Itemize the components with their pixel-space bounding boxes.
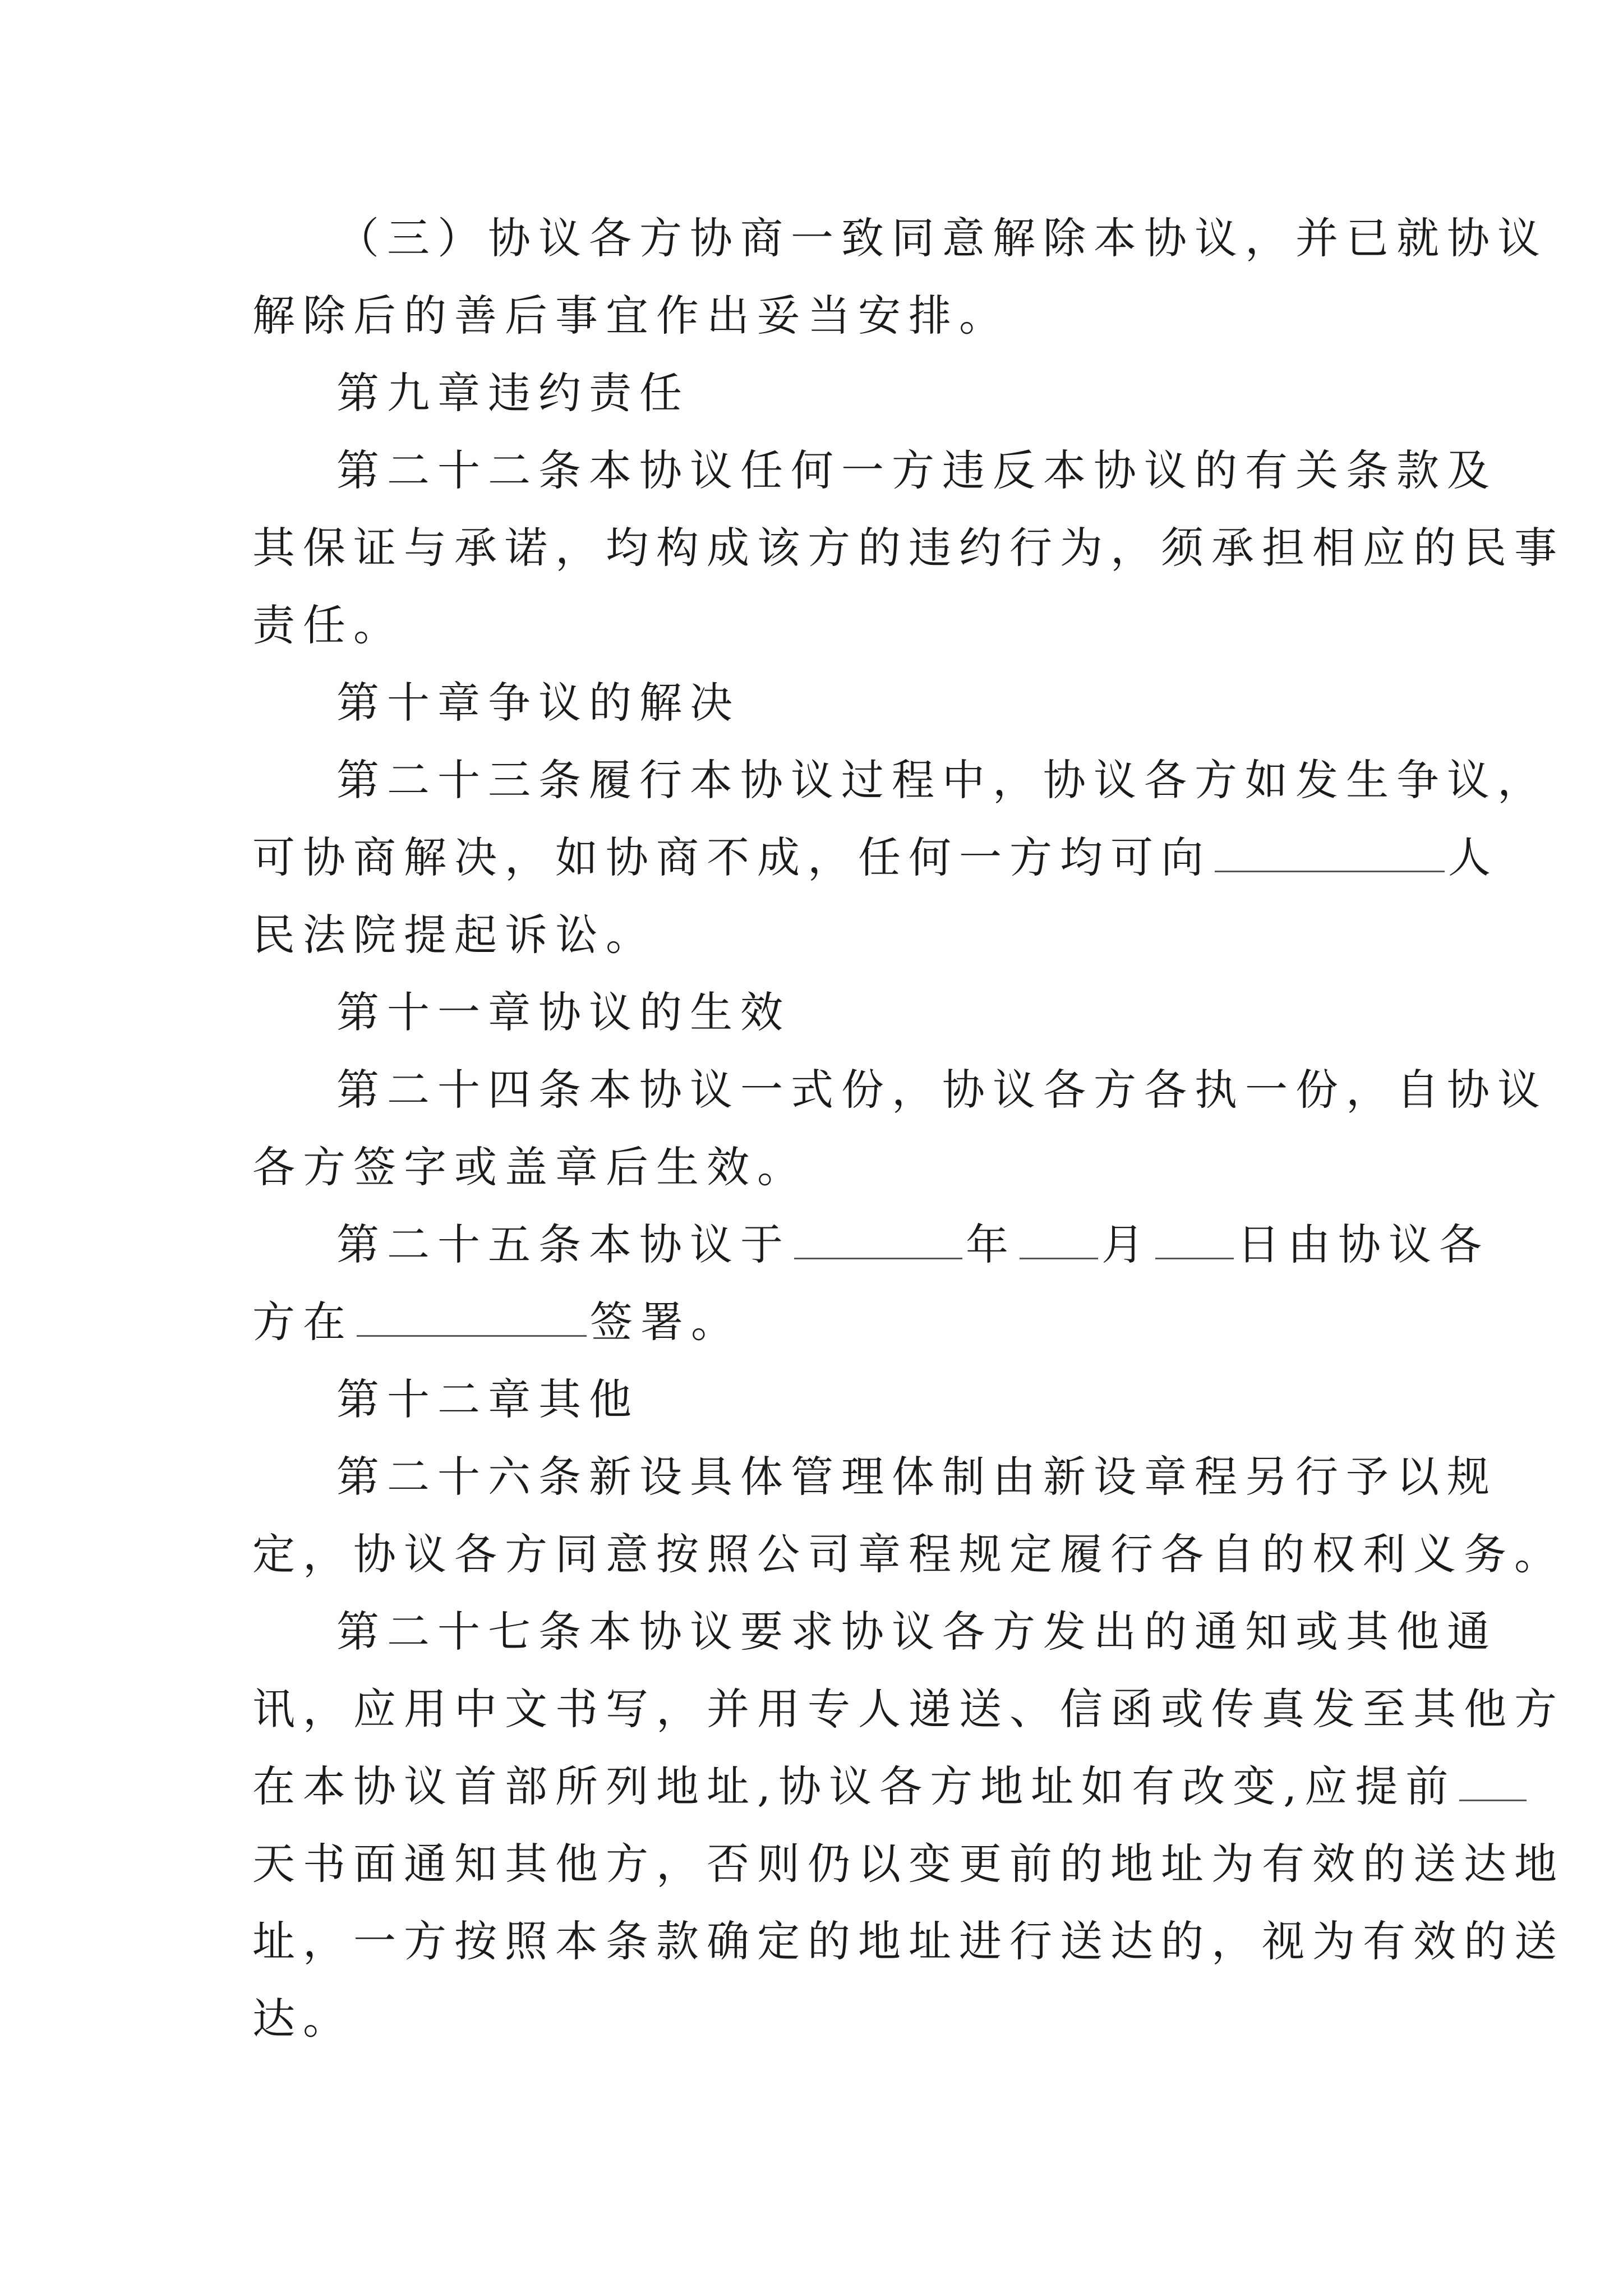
year-blank[interactable] — [794, 1223, 962, 1259]
paragraph-line — [336, 1059, 1548, 1121]
paragraph-line — [252, 595, 1374, 656]
text-run: 人 — [1448, 832, 1498, 882]
text-run: 第二十四条本协议一式份，协议各方各执一份，自协议 — [336, 1065, 1548, 1115]
text-run: 第十一章协议的生效 — [336, 987, 791, 1037]
paragraph-line — [252, 1524, 1565, 1585]
chapter-heading — [336, 362, 1458, 424]
paragraph-line — [336, 1601, 1497, 1663]
text-run: 址，一方按照本条款确定的地址进行送达的，视为有效的送 — [252, 1916, 1565, 1966]
paragraph-line — [252, 904, 1374, 966]
paragraph-line — [252, 1137, 1374, 1198]
text-run: 日由协议各 — [1237, 1220, 1490, 1269]
paragraph-line — [336, 440, 1497, 501]
text-run: 在本协议首部所列地址,协议各方地址如有改变,应提前 — [252, 1761, 1456, 1811]
paragraph-line — [252, 1756, 1456, 1818]
text-run: 解除后的善后事宜作出妥当安排。 — [252, 291, 1009, 341]
text-run: 第二十六条新设具体管理体制由新设章程另行予以规 — [336, 1452, 1497, 1502]
month-blank[interactable] — [1020, 1223, 1098, 1259]
text-run: 民法院提起诉讼。 — [252, 910, 656, 960]
paragraph-line — [336, 749, 1548, 811]
text-run: 各方签字或盖章后生效。 — [252, 1142, 808, 1192]
text-run: 第十章争议的解决 — [336, 678, 740, 728]
text-run: 签署。 — [590, 1297, 741, 1347]
paragraph-line — [336, 1214, 1490, 1276]
paragraph-line — [252, 285, 1374, 347]
paragraph-line — [336, 208, 1548, 269]
paragraph-line — [252, 1911, 1565, 1972]
day-blank[interactable] — [1155, 1223, 1234, 1259]
days-blank[interactable] — [1459, 1765, 1527, 1801]
chapter-heading — [336, 1369, 1458, 1430]
text-run: 第二十三条履行本协议过程中，协议各方如发生争议， — [336, 755, 1548, 805]
place-blank[interactable] — [357, 1300, 587, 1337]
text-run: 第二十五条本协议于 — [336, 1220, 791, 1269]
text-run: 第二十二条本协议任何一方违反本协议的有关条款及 — [336, 445, 1497, 495]
paragraph-line — [252, 1988, 1374, 2050]
paragraph-line — [252, 827, 1498, 889]
chapter-heading — [336, 982, 1458, 1043]
text-run: 天书面通知其他方，否则仍以变更前的地址为有效的送达地 — [252, 1839, 1565, 1889]
text-run: 可协商解决，如协商不成，任何一方均可向 — [252, 832, 1211, 882]
fill-in-blank[interactable] — [1215, 836, 1445, 872]
paragraph-line — [252, 517, 1565, 579]
text-run: 讯，应用中文书写，并用专人递送、信函或传真发至其他方 — [252, 1684, 1565, 1734]
text-run: 第十二章其他 — [336, 1374, 639, 1424]
paragraph-line — [336, 1446, 1497, 1508]
paragraph-line — [252, 1678, 1565, 1740]
text-run: 第二十七条本协议要求协议各方发出的通知或其他通 — [336, 1607, 1497, 1657]
text-run: 责任。 — [252, 600, 404, 650]
text-run: 方在 — [252, 1297, 353, 1347]
text-run: 定，协议各方同意按照公司章程规定履行各自的权利义务。 — [252, 1529, 1565, 1579]
text-run: 第九章违约责任 — [336, 368, 690, 418]
paragraph-line — [252, 1833, 1565, 1895]
paragraph-line — [252, 1291, 1374, 1353]
text-run: 其保证与承诺，均构成该方的违约行为，须承担相应的民事 — [252, 523, 1565, 573]
text-run: 月 — [1101, 1220, 1152, 1269]
chapter-heading — [336, 672, 1458, 734]
text-run: （三）协议各方协商一致同意解除本协议，并已就协议 — [336, 213, 1548, 263]
text-run: 年 — [966, 1220, 1016, 1269]
text-run: 达。 — [252, 1994, 353, 2044]
